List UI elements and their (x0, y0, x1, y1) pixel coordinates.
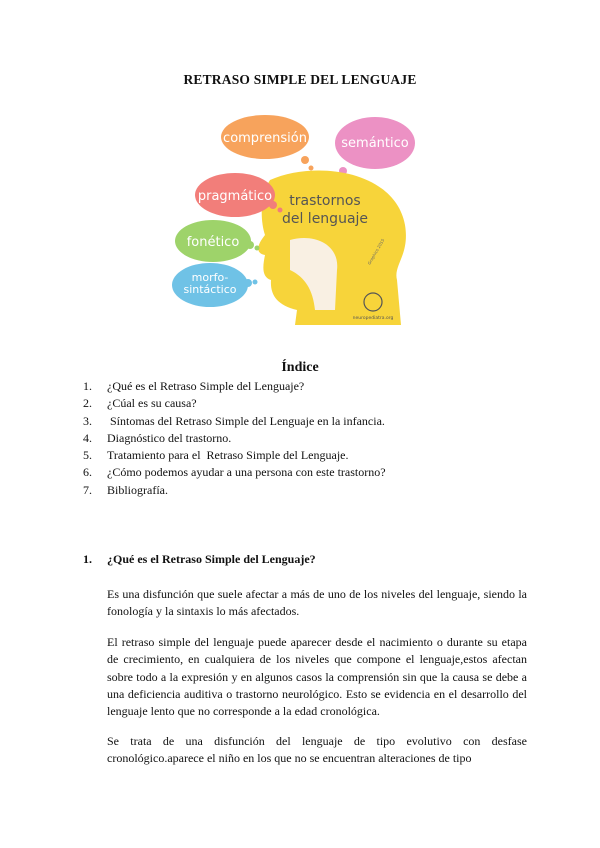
toc-item-number: 6. (83, 465, 92, 480)
bubble-comprension-label: comprensión (223, 131, 307, 146)
toc-item (83, 430, 386, 447)
logo-caption: neuropediatra.org (352, 316, 394, 321)
bubble-morfosintactico-label: morfo-sintáctico (183, 271, 237, 296)
toc-item-number: 2. (83, 396, 92, 411)
document-title: RETRASO SIMPLE DEL LENGUAJE (183, 72, 417, 87)
toc-item-text: Bibliografía. (107, 482, 168, 497)
index-title: Índice (281, 360, 319, 375)
toc-item-text: Síntomas del Retraso Simple del Lenguaje en la infancia. (107, 413, 385, 428)
head-label-line2: del lenguaje (281, 211, 369, 227)
section-1-heading (83, 552, 316, 567)
toc-item (83, 413, 386, 430)
section-1-paragraph-3: Se trata de una disfunción del lenguaje de tipo evolutivo con desfase cronológico.aparece el niño en los que no se encuentran alteraciones de tipo (107, 734, 527, 766)
toc-item-text: Tratamiento para el Retraso Simple del Lenguaje. (107, 448, 349, 463)
head-label-line1: trastornos (289, 193, 361, 209)
toc-item-text: Diagnóstico del trastorno. (107, 430, 232, 445)
section-1-paragraph-1: Es una disfunción que suele afectar a más de uno de los niveles del lenguaje, siendo la fonología y la sintaxis lo más afectados. (107, 587, 527, 619)
toc-item (83, 447, 386, 464)
section-1-number: 1. (83, 552, 92, 566)
toc-item (83, 395, 386, 412)
table-of-contents (83, 378, 386, 499)
language-disorders-illustration (165, 105, 425, 330)
section-1-paragraph-2: El retraso simple del lenguaje puede aparecer desde el nacimiento o durante su etapa de crecimiento, en cualquiera de los niveles que compone el lenguaje,estos afectan sobre todo a la expresión y en algunos casos la comprensión sin que la causa se debe a una deficiencia auditiva o trastorno neurológico. Esto se evidencia en el desarrollo del lenguaje lento que no corresponde a la edad cronológica. (107, 635, 527, 719)
bubble-pragmatico-label: pragmático (197, 189, 273, 204)
toc-item-text: ¿Cómo podemos ayudar a una persona con este trastorno? (107, 465, 386, 480)
toc-item (83, 482, 386, 499)
toc-item-number: 4. (83, 430, 92, 445)
toc-item-text: ¿Qué es el Retraso Simple del Lenguaje? (107, 379, 305, 393)
side-text: Graphics 2015 (366, 237, 386, 266)
toc-item-number: 3. (83, 413, 92, 428)
toc-item-number: 5. (83, 448, 92, 463)
toc-item-text: ¿Cúal es su causa? (107, 396, 197, 411)
toc-item-number: 7. (83, 482, 92, 497)
toc-item-number: 1. (83, 379, 92, 393)
toc-item (83, 378, 386, 395)
bubble-semantico-label: semántico (341, 136, 409, 151)
toc-item (83, 464, 386, 481)
section-1-title: ¿Qué es el Retraso Simple del Lenguaje? (107, 552, 316, 566)
bubble-fonetico-label: fonético (186, 235, 240, 250)
